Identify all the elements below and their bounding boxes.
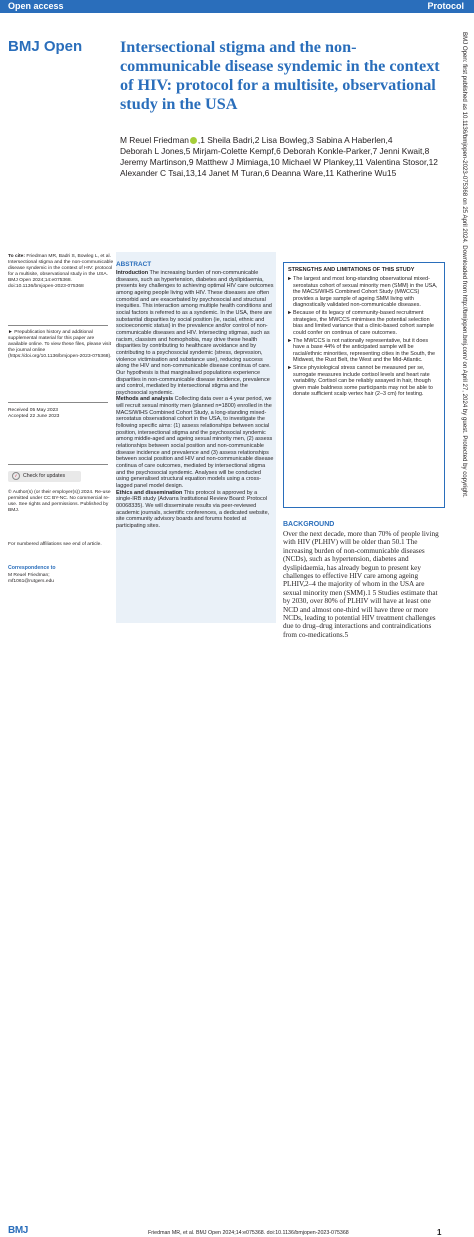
sidebar-divider [8,402,108,403]
list-item [286,338,440,364]
affiliations-note: For numbered affiliations see end of article. [8,542,102,547]
cite-label: To cite: [8,254,26,259]
check-updates-label: Check for updates [23,473,66,479]
bullet-icon: ► [287,337,293,344]
correspondence-label: Correspondence to [8,565,56,571]
sidebar-divider [8,325,108,326]
bullet-icon: ► [287,310,293,317]
journal-name: BMJ Open [8,38,83,55]
accepted-date: Accepted 22 June 2023 [8,414,60,420]
abstract-heading: ABSTRACT [116,261,152,268]
bullet-icon: ► [287,276,293,282]
strength-text: The largest and most long-standing observational mixed-serostatus cohort of sexual minority men (SMM) in the USA, the MACS/WIHS Combined Cohort Study (MWCCS) provides a large sample of ageing SMM living with diagnostically validated non-communicable diseases. [293,276,438,308]
author-line-4: Alexander C Tsai,13,14 Janet M Turan,6 Deanna Ware,11 Katherine Wu15 [120,168,397,178]
strength-text: Since physiological stress cannot be measured per se, surrogate measures include cortisol levels and heart rate variability. Cortisol can be reliably assayed in hair, though given male baldness some participants may not be able to donate sufficient scalp vertex hair (2–3 cm) for testing. [293,365,433,398]
strengths-list [286,276,440,399]
list-item [286,365,440,398]
prepub-note[interactable]: ► Prepublication history and additional supplemental material for this paper are available online. To view these files, please visit the journal online (https://doi.org/10.1136/bmjopen-2023-075368). [8,330,112,360]
author-list [120,135,458,179]
bmj-logo: BMJ [8,1225,28,1236]
article-type-label: Protocol [427,1,464,11]
received-date: Received 05 May 2023 [8,408,59,413]
page-number: 1 [437,1228,442,1237]
list-item [286,276,440,309]
correspondence-name: M Reuel Friedman; [8,573,50,578]
background-text: Over the next decade, more than 70% of people living with HIV (PLHIV) will be older than 50.1 The increasing burden of non-communicable diseases (NCDs), such as hypertension, diabetes and dyslipidaemia, has already begun to present key challenges to effective HIV care among ageing PLHIV,2–4 the majority of whom in the USA are sexual minority men (SMM).1 5 Studies estimate that by 2030, over 80% of PLHIV will have at least one NCD and almost one-third will have three or more NCDs, leading to potential HIV treatment challenges due to drug–drug interactions and contraindications from co-medications.5 [283,530,439,639]
cite-text: Friedman MR, Badri S, Bowleg L, et al. Intersectional stigma and the non-communicable disease syndemic in the context of HIV: protocol for a multisite, observational study in the USA. BMJ Open 2024;14:e075368. doi:10.1136/bmjopen-2023-075368 [8,254,114,290]
vertical-download-note[interactable]: BMJ Open: first published as 10.1136/bmjopen-2023-075368 on 25 April 2024. Downloaded from http://bmjopen.bmj.com/ on April 27, 2024 by guest. Protected by copyright. [461,32,468,498]
check-updates-button[interactable] [8,471,81,482]
author-line-1: ,1 Sheila Badri,2 Lisa Bowleg,3 Sabina A Haberlen,4 [197,135,393,145]
abstract-methods-text: Collecting data over a 4 year period, we will recruit sexual minority men (planned n=1800) enrolled in the MACS/WIHS Combined Cohort Study, a long-standing mixed-serostatus observational cohort in the USA, to investigate the following specific aims: (1) assess relationships between social position, intersectional stigma and the psychosocial syndemic among middle-aged and ageing sexual minority men, (2) assess relationships between social position and non-communicable disease incidence and prevalence and (3) assess relationships between social position and HIV and non-communicable disease continua of care outcomes, mediated by intersectional stigma and the psychosocial syndemic. Analyses will be conducted using generalised structural equation models using a cross-lagged panel model design. [116,396,274,489]
abstract-intro-label: Introduction [116,270,149,276]
orcid-icon[interactable] [190,137,197,144]
article-title: Intersectional stigma and the non-communicable disease syndemic in the context of HIV: protocol for a multisite, observational study in the USA [120,38,440,113]
cite-block [8,254,114,291]
top-banner [0,0,474,13]
dates-block [8,408,114,420]
correspondence-email[interactable]: mf1061@rutgers.edu [8,579,55,585]
abstract-methods-label: Methods and analysis [116,396,174,403]
page-footer [0,611,474,1237]
author-line-2: Deborah L Jones,5 Mirjam-Colette Kempf,6 Deborah Konkle-Parker,7 Jenni Kwait,8 [120,146,430,156]
abstract-body [116,270,274,530]
abstract-ethics-label: Ethics and dissemination [116,489,183,496]
footer-citation: Friedman MR, et al. BMJ Open 2024;14:e075368. doi:10.1136/bmjopen-2023-075368 [148,1230,349,1236]
background-heading: BACKGROUND [283,521,335,528]
abstract-ethics-text: This protocol is approved by a single-IRB study (Advarra Institutional Review Board: Protocol 00068335). We will disseminate results via peer-reviewed academic journals, scientific conferences, a dedicated website, site community advisory boards and forums hosted at participating sites. [116,489,270,529]
open-access-label: Open access [8,1,64,11]
abstract-intro-text: The increasing burden of non-communicable diseases, such as hypertension, diabetes and dyslipidaemia, presents key challenges to achieving optimal HIV care outcomes among ageing people living with HIV. These diseases are often comorbid and are exacerbated by psychosocial and structural inequities. This interaction among multiple health conditions and social factors is referred to as a syndemic. In the USA, there are substantial disparities by social position (ie, racial, ethnic and socioeconomic status) in the prevalence and/or control of non-communicable diseases and HIV. Intersecting stigmas, such as racism, classism and homophobia, may drive these health disparities by contributing to healthcare avoidance and by contributing to a psychosocial syndemic (stress, depression, violence victimisation and substance use), reducing success along the HIV and non-communicable disease continua of care. Our hypothesis is that marginalised populations experience disparities in non-communicable disease incidence, prevalence and control, mediated by intersectional stigma and the psychosocial syndemic. [116,270,274,396]
copyright-notice: © Author(s) (or their employer(s)) 2024. Re-use permitted under CC BY-NC. No commercial re-use. See rights and permissions. Published by BMJ. [8,490,111,514]
strength-text: Because of its legacy of community-based recruitment strategies, the MWCCS minimises the potential selection bias and limited variance that a clinic-based cohort sample could confer on continua of care outcomes. [293,310,434,336]
list-item [286,310,440,336]
crossmark-icon: ✓ [12,472,20,480]
strength-text: The MWCCS is not nationally representative, but it does have a base 44% of the anticipated sample will be racial/ethnic minorities, representing cities in the South, the Midwest, the Rust Belt, the West and the Mid-Atlantic. [293,337,436,364]
author-friedman[interactable]: M Reuel Friedman [120,135,189,145]
strengths-heading: STRENGTHS AND LIMITATIONS OF THIS STUDY [288,267,415,273]
correspondence-block [8,573,114,585]
sidebar-divider [8,464,108,465]
bullet-icon: ► [287,365,293,372]
author-line-3: Jeremy Martinson,9 Matthew J Mimiaga,10 Michael W Plankey,11 Valentina Stosor,12 [120,157,438,167]
